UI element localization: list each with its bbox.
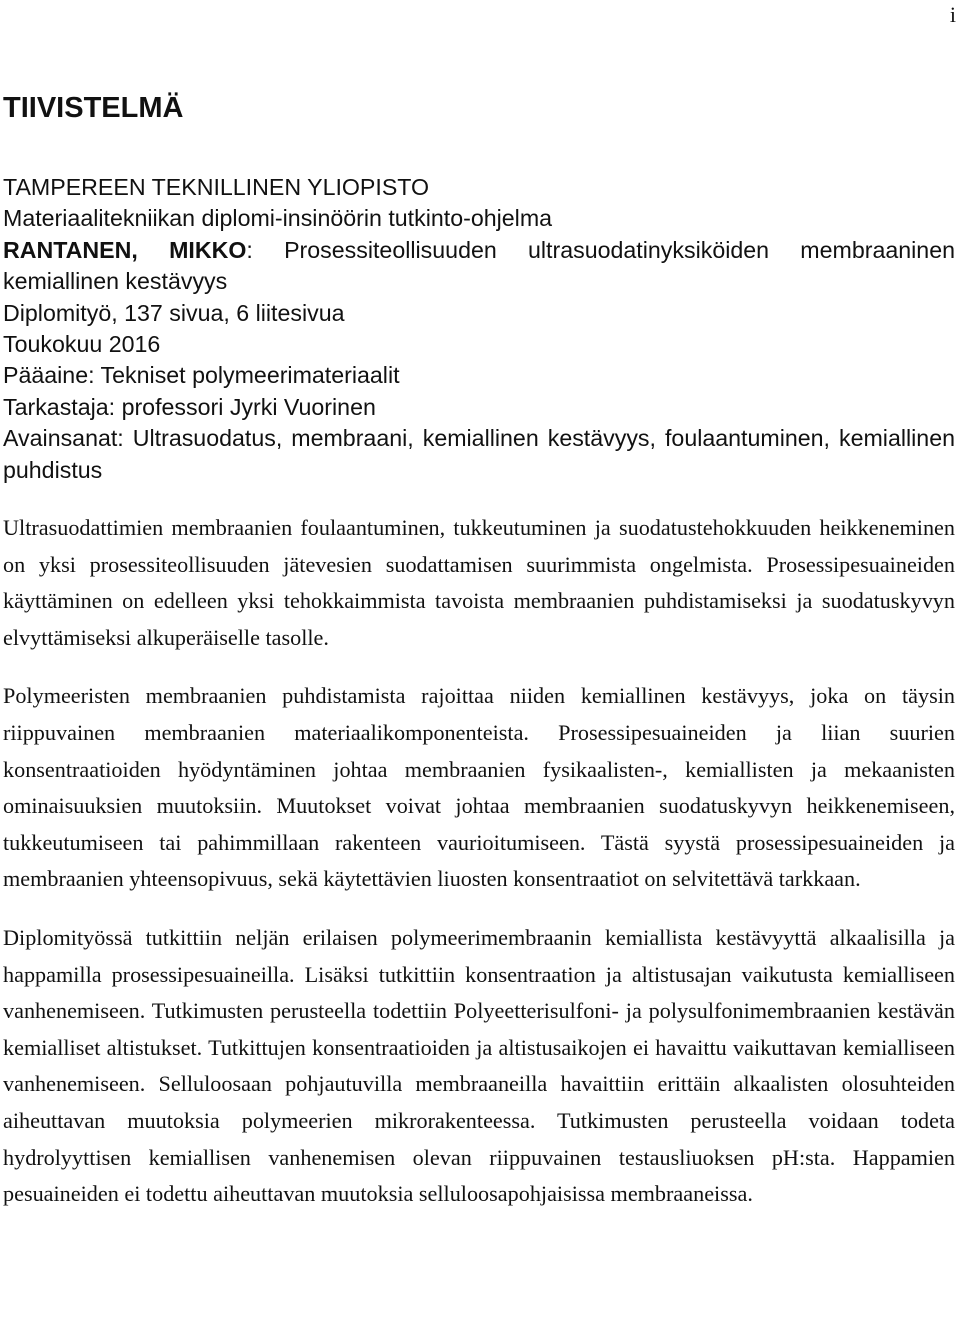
abstract-paragraph-3: Diplomityössä tutkittiin neljän erilaisen polymeerimembraanin kemiallista kestävyyttä alkaalisilla ja happamilla prosessipesuaineilla. Lisäksi tutkittiin konsentraation ja altistusajan vaikutusta kemialliseen vanhenemiseen. Tutkimusten perusteella todettiin Polyeetterisulfoni- ja polysulfonimembraanien kestävän kemialliset altistukset. Tutkittujen konsentraatioiden ja altistusaikojen ei havaittu vaikuttavan kemialliseen vanhenemiseen. Selluloosaan pohjautuvilla membraaneilla havaittiin erittäin alkaalisten olosuhteiden aiheuttavan muutoksia polymeerien mikrorakenteessa. Tutkimusten perusteella voidaan todeta hydrolyyttisen kemiallisen vanhenemisen olevan riippuvainen testausliuoksen pH:sta. Happamien pesuaineiden ei todettu aiheuttavan muutoksia selluloosapohjaisissa membraaneissa. [3, 924, 955, 1207]
author-name: RANTANEN, MIKKO [3, 236, 247, 263]
examiner: Tarkastaja: professori Jyrki Vuorinen [3, 393, 376, 420]
abstract-metadata [3, 172, 955, 486]
author-and-thesis-title [3, 235, 955, 298]
thesis-title: : Prosessiteollisuuden ultrasuodatinyksiköiden membraaninen kemiallinen kestävyys [3, 236, 955, 295]
major-subject: Pääaine: Tekniset polymeerimateriaalit [3, 362, 400, 389]
keywords: Avainsanat: Ultrasuodatus, membraani, kemiallinen kestävyys, foulaantuminen, kemiallinen puhdistus [3, 425, 955, 483]
thesis-date: Toukokuu 2016 [3, 331, 161, 358]
thesis-info: Diplomityö, 137 sivua, 6 liitesivua [3, 299, 345, 326]
abstract-body [3, 510, 955, 1235]
abstract-paragraph-2: Polymeeristen membraanien puhdistamista rajoittaa niiden kemiallinen kestävyys, joka on täysin riippuvainen membraanien materiaalikomponenteista. Prosessipesuaineiden ja liian suurien konsentraatioiden hyödyntäminen johtaa membraanien fysikaalisten-, kemiallisten ja mekaanisten ominaisuuksien muutoksiin. Muutokset voivat johtaa membraanien suodatuskyvyn heikkenemiseen, tukkeutumiseen tai pahimmillaan rakenteen vaurioitumiseen. Tästä syystä prosessipesuaineiden ja membraanien yhteensopivuus, sekä käytettävien liuosten konsentraatiot on selvitettävä tarkkaan. [3, 683, 955, 892]
abstract-title: TIIVISTELMÄ [3, 92, 184, 124]
page-number: i [949, 2, 956, 27]
abstract-paragraph-1: Ultrasuodattimien membraanien foulaantuminen, tukkeutuminen ja suodatustehokkuuden heikkeneminen on yksi prosessiteollisuuden jätevesien suodattamisen suurimmista ongelmista. Prosessipesuaineiden käyttäminen on edelleen yksi tehokkaimmista tavoista membraanien puhdistamiseksi ja suodatuskyvyn elvyttämiseksi alkuperäiselle tasolle. [3, 515, 955, 650]
degree-programme: Materiaalitekniikan diplomi-insinöörin tutkinto-ohjelma [3, 205, 553, 232]
university-name: TAMPEREEN TEKNILLINEN YLIOPISTO [3, 174, 430, 200]
